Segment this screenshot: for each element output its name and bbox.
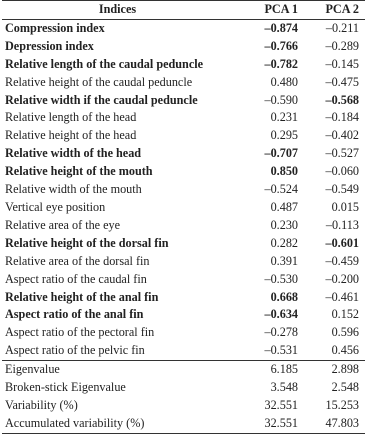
row-pca2-value: 2.898 xyxy=(331,362,359,377)
row-label: Compression index xyxy=(5,20,105,35)
row-pca1-value: –0.634 xyxy=(264,307,298,322)
row-pca1-value: 0.231 xyxy=(270,110,298,125)
row-label: Relative height of the dorsal fin xyxy=(5,235,169,250)
row-label: Relative area of the dorsal fin xyxy=(5,253,150,268)
row-label: Aspect ratio of the pelvic fin xyxy=(5,343,145,358)
row-pca1-value: –0.530 xyxy=(264,271,298,286)
row-pca1-value: 32.551 xyxy=(264,397,298,412)
row-pca1-value: –0.590 xyxy=(264,92,298,107)
row-pca1-value: –0.524 xyxy=(264,182,298,197)
row-pca1-value: –0.766 xyxy=(264,38,298,53)
row-pca1-value: 0.487 xyxy=(270,199,298,214)
table-row xyxy=(2,74,365,92)
row-pca2-value: –0.601 xyxy=(325,235,359,250)
row-pca2-value: –0.549 xyxy=(325,182,359,197)
row-label: Relative area of the eye xyxy=(5,217,121,232)
table-row xyxy=(2,271,365,289)
row-pca2-value: –0.568 xyxy=(325,92,359,107)
row-pca2-value: –0.461 xyxy=(325,289,359,304)
row-pca1-value: –0.874 xyxy=(264,20,298,35)
row-label: Broken-stick Eigenvalue xyxy=(5,380,126,395)
row-pca1-value: –0.278 xyxy=(264,325,298,340)
row-pca1-value: 0.850 xyxy=(270,164,298,179)
row-label: Relative width of the head xyxy=(5,146,142,161)
table-row xyxy=(2,145,365,163)
row-pca1-value: 32.551 xyxy=(264,415,298,430)
table-row xyxy=(2,109,365,127)
row-label: Relative height of the caudal peduncle xyxy=(5,74,193,89)
row-pca2-value: –0.289 xyxy=(325,38,359,53)
table-body xyxy=(2,19,365,433)
row-pca1-value: 0.391 xyxy=(270,253,298,268)
row-pca1-value: 0.480 xyxy=(270,74,298,89)
row-pca2-value: –0.211 xyxy=(325,20,359,35)
row-pca1-value: 3.548 xyxy=(270,380,298,395)
table-row xyxy=(2,235,365,253)
row-pca1-value: 0.295 xyxy=(270,128,298,143)
row-pca2-value: –0.145 xyxy=(325,56,359,71)
table-row xyxy=(2,199,365,217)
row-label: Relative length of the head xyxy=(5,110,137,125)
table-row xyxy=(2,253,365,271)
header-pca1: PCA 1 xyxy=(264,2,298,16)
row-label: Relative height of the head xyxy=(5,128,137,143)
row-pca2-value: 15.253 xyxy=(325,397,359,412)
row-pca1-value: 0.230 xyxy=(270,217,298,232)
pca-loadings-table xyxy=(2,0,365,434)
row-label: Depression index xyxy=(5,38,94,53)
row-pca1-value: –0.707 xyxy=(264,146,298,161)
row-label: Relative height of the mouth xyxy=(5,164,153,179)
row-pca2-value: –0.459 xyxy=(325,253,359,268)
table-row xyxy=(2,342,365,360)
header-indices: Indices xyxy=(98,2,137,16)
row-pca2-value: 0.015 xyxy=(331,199,359,214)
table-row xyxy=(2,379,365,397)
row-label: Variability (%) xyxy=(5,397,78,412)
row-label: Relative height of the anal fin xyxy=(5,289,159,304)
row-pca2-value: –0.184 xyxy=(325,110,359,125)
table-row xyxy=(2,217,365,235)
row-pca2-value: 47.803 xyxy=(325,415,359,430)
row-pca2-value: 0.152 xyxy=(331,307,359,322)
row-pca2-value: 0.596 xyxy=(331,325,359,340)
row-pca1-value: 0.282 xyxy=(270,235,298,250)
table-row xyxy=(2,361,365,379)
row-pca1-value: –0.782 xyxy=(264,56,298,71)
row-pca2-value: –0.113 xyxy=(325,217,359,232)
row-label: Relative width of the mouth xyxy=(5,182,142,197)
row-label: Aspect ratio of the anal fin xyxy=(5,307,144,322)
header-pca2: PCA 2 xyxy=(325,2,359,16)
table-row xyxy=(2,38,365,56)
row-pca2-value: 2.548 xyxy=(331,380,359,395)
row-label: Relative length of the caudal peduncle xyxy=(5,56,204,71)
row-pca2-value: –0.475 xyxy=(325,74,359,89)
table-row xyxy=(2,324,365,342)
table-row xyxy=(2,163,365,181)
row-pca1-value: 6.185 xyxy=(270,362,298,377)
row-label: Eigenvalue xyxy=(5,362,60,377)
table-row xyxy=(2,181,365,199)
row-pca2-value: 0.456 xyxy=(331,343,359,358)
row-pca2-value: –0.402 xyxy=(325,128,359,143)
row-pca1-value: –0.531 xyxy=(264,343,298,358)
table-row xyxy=(2,397,365,415)
table-row xyxy=(2,306,365,324)
row-pca2-value: –0.060 xyxy=(325,164,359,179)
table-header-row xyxy=(2,1,365,20)
row-pca2-value: –0.527 xyxy=(325,146,359,161)
table-row xyxy=(2,19,365,37)
row-label: Relative width if the caudal peduncle xyxy=(5,92,198,107)
row-pca2-value: –0.200 xyxy=(325,271,359,286)
table-row xyxy=(2,127,365,145)
row-label: Accumulated variability (%) xyxy=(5,415,145,430)
table-row xyxy=(2,289,365,307)
table-row xyxy=(2,92,365,110)
row-label: Vertical eye position xyxy=(5,199,106,214)
row-pca1-value: 0.668 xyxy=(270,289,298,304)
row-label: Aspect ratio of the pectoral fin xyxy=(5,325,155,340)
table-row xyxy=(2,56,365,74)
table-row xyxy=(2,415,365,433)
row-label: Aspect ratio of the caudal fin xyxy=(5,271,147,286)
